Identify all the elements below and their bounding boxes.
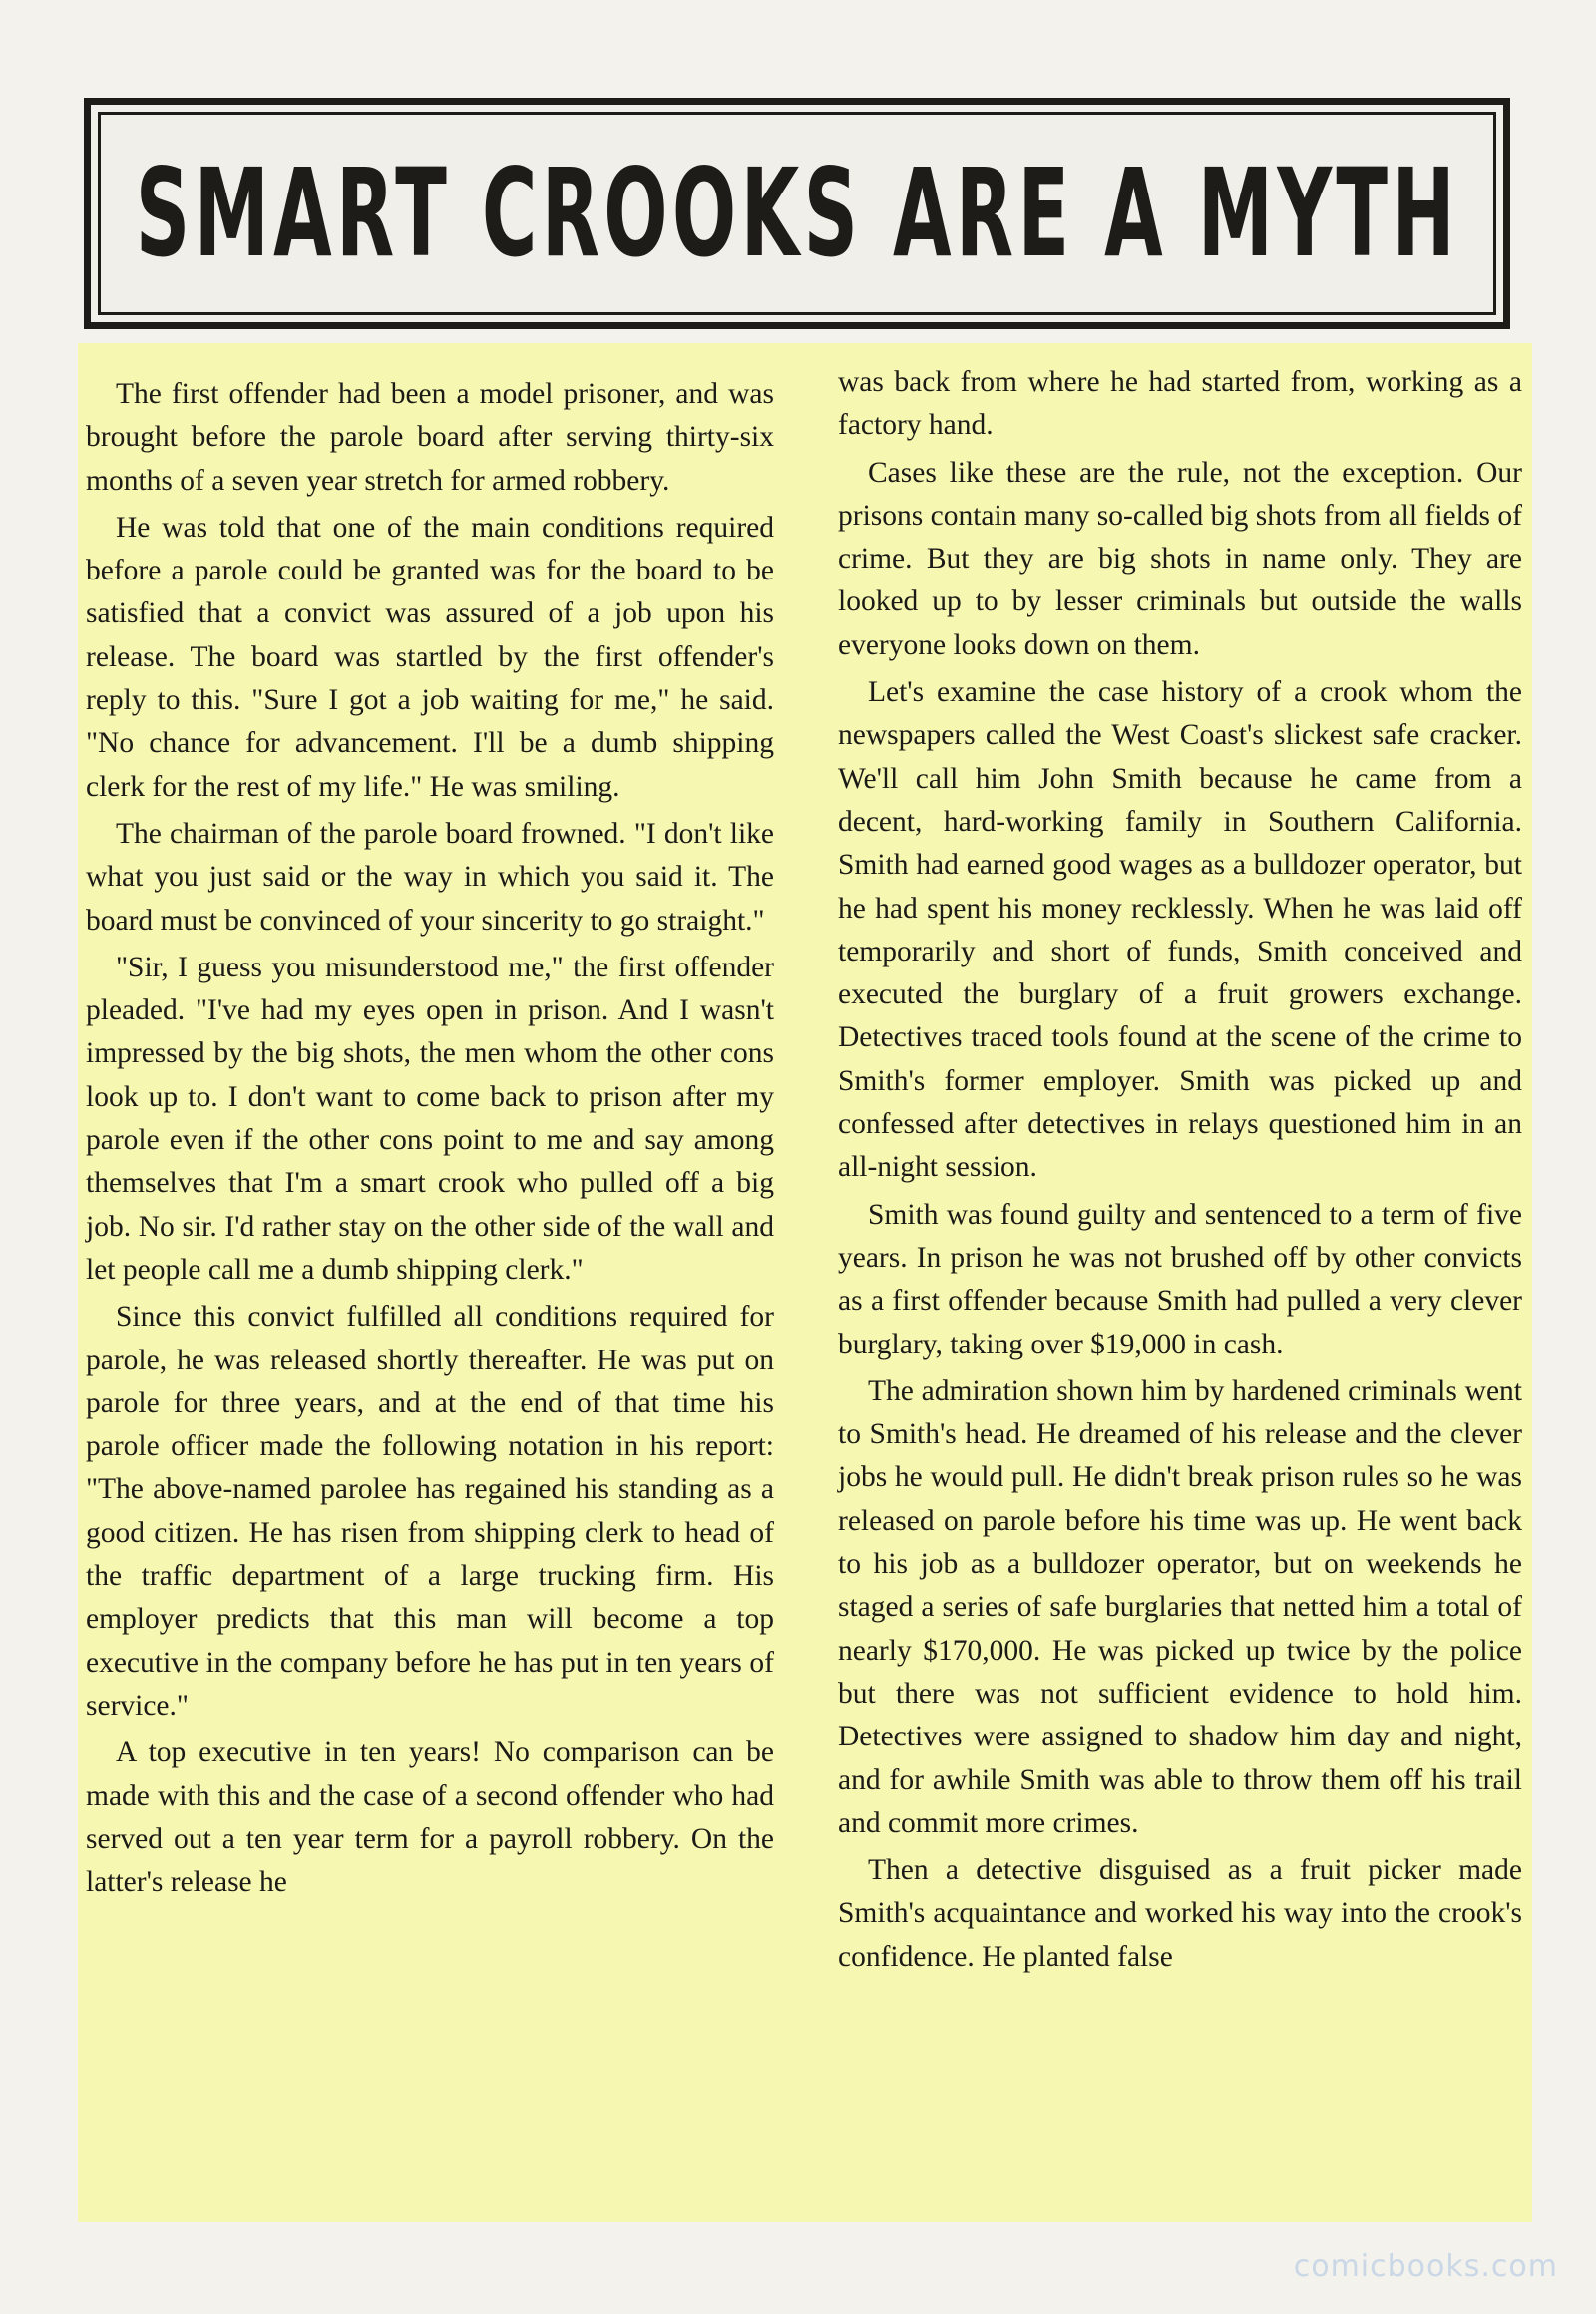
paragraph: A top executive in ten years! No comparison can be made with this and the case of a second offender who had served out a ten year term for a payroll robbery. On the latter's release he (86, 1736, 774, 1899)
paragraph: Cases like these are the rule, not the exception. Our prisons contain many so-called big shots from all fields of crime. But they are big shots in name only. They are looked up to by lesser criminals but outside the walls everyone looks down on them. (838, 456, 1522, 661)
paragraph: The first offender had been a model prisoner, and was brought before the parole board after serving thirty-six months of a seven year stretch for armed robbery. (86, 378, 774, 497)
title-inner-border (98, 112, 1496, 315)
title-frame (84, 98, 1510, 329)
paragraph: The admiration shown him by hardened criminals went to Smith's head. He dreamed of his release and the clever jobs he would pull. He didn't break prison rules so he was released on parole before his time was up. He went back to his job as a bulldozer operator, but on weekends he staged a series of safe burglaries that netted him a total of nearly $170,000. He was picked up twice by the police but there was not sufficient evidence to hold him. Detectives were assigned to shadow him day and night, and for awhile Smith was able to throw them off his trail and commit more crimes. (838, 1374, 1522, 1839)
paragraph: The chairman of the parole board frowned. "I don't like what you just said or the way in which you said it. The board must be convinced of your sincerity to go straight." (86, 817, 774, 937)
left-column (86, 373, 774, 1908)
watermark: comicbooks.com (1293, 2249, 1558, 2284)
paragraph: Smith was found guilty and sentenced to a term of five years. In prison he was not brushed off by other convicts as a first offender because Smith had pulled a very clever burglary, taking over $19,000 in cash. (838, 1198, 1522, 1360)
right-column (838, 361, 1522, 1983)
paragraph-continuation: was back from where he had started from, working as a factory hand. (838, 366, 1522, 442)
paragraph: Then a detective disguised as a fruit picker made Smith's acquaintance and worked his way into the crook's confidence. He planted false (838, 1854, 1522, 1973)
paragraph: Let's examine the case history of a crook whom the newspapers called the West Coast's slickest safe cracker. We'll call him John Smith because he came from a decent, hard-working family in Southern California. Smith had earned good wages as a bulldozer operator, but he had spent his money recklessly. When he was laid off temporarily and short of funds, Smith conceived and executed the burglary of a fruit growers exchange. Detectives traced tools found at the scene of the crime to Smith's former employer. Smith was picked up and confessed after detectives in relays questioned him in an all-night session. (838, 676, 1522, 1184)
article-title: SMART CROOKS ARE A MYTH (135, 143, 1459, 284)
paragraph: Since this convict fulfilled all conditions required for parole, he was released shortly thereafter. He was put on parole for three years, and at the end of that time his parole officer made the following notation in his report: "The above-named parolee has regained his standing as a good citizen. He has risen from shipping clerk to head of the traffic department of a large trucking firm. His employer predicts that this man will become a top executive in the company before he has put in ten years of service." (86, 1301, 774, 1722)
paragraph: He was told that one of the main conditions required before a parole could be granted was for the board to be satisfied that a convict was assured of a job upon his release. The board was startled by the first offender's reply to this. "Sure I got a job waiting for me," he said. "No chance for advancement. I'll be a dumb shipping clerk for the rest of my life." He was smiling. (86, 511, 774, 803)
paragraph: "Sir, I guess you misunderstood me," the first offender pleaded. "I've had my eyes open in prison. And I wasn't impressed by the big shots, the men whom the other cons look up to. I don't want to come back to prison after my parole even if the other cons point to me and say among themselves that I'm a smart crook who pulled off a big job. No sir. I'd rather stay on the other side of the wall and let people call me a dumb shipping clerk." (86, 951, 774, 1286)
article-body (78, 343, 1532, 2222)
